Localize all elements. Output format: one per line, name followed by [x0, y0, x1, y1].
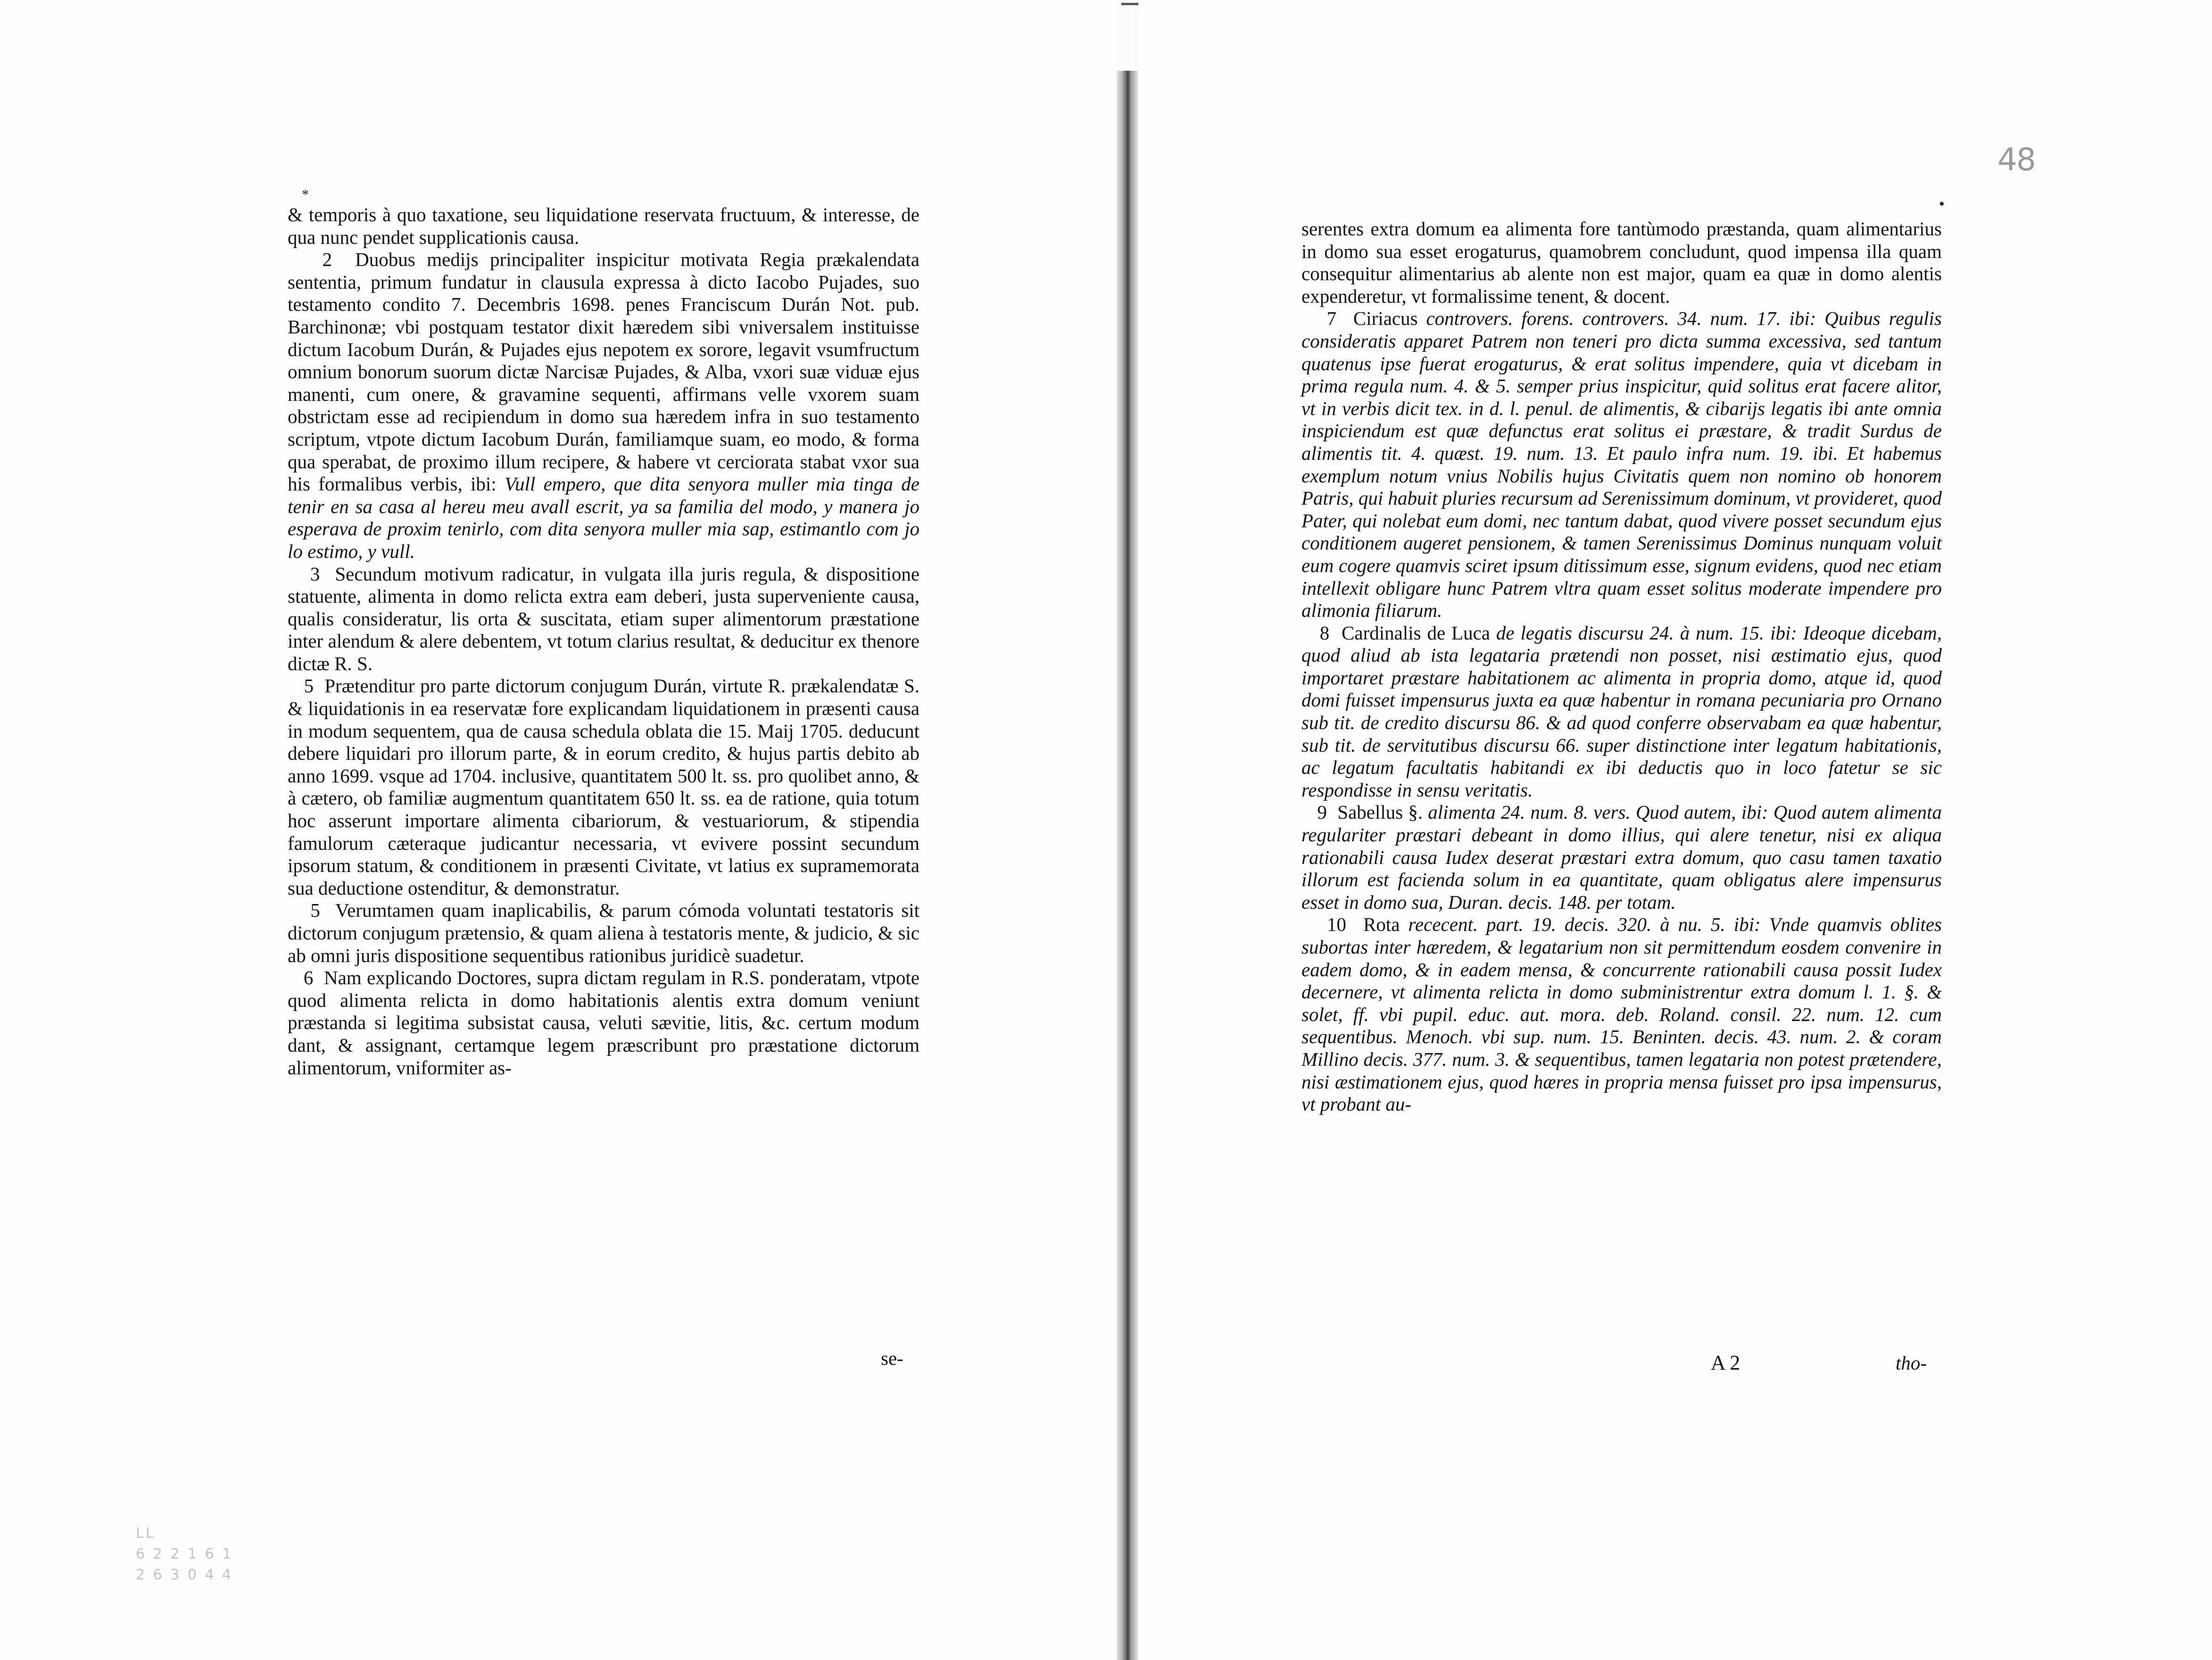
right-paragraph-2	[1301, 622, 1942, 802]
paragraph-text: & temporis à quo taxatione, seu liquidatione reservata fructuum, & interesse, de qua nunc pendet supplicationis causa.	[288, 204, 920, 248]
paragraph-text: Verumtamen quam inaplicabilis, & parum cómoda voluntati testatoris sit dictorum conjugum prætensio, & quam aliena à testatoris mente, & judicio, & sic ab omni juris dispositione sequentibus rationibus juridicè suadetur.	[288, 899, 920, 966]
signature-mark: A 2	[1711, 1351, 1740, 1374]
paragraph-number: 5	[304, 675, 314, 697]
paragraph-number: 3	[310, 563, 320, 585]
paragraph-number: 6	[303, 967, 314, 989]
pencil-line: 2 6 3 0 4 4	[136, 1567, 233, 1583]
paragraph-text: Duobus medijs principaliter inspicitur motivata Regia prækalendata sententia, primum fundatur in clausula expressa à dicto Iacobo Pujades, suo testamento condito 7. Decembris 1698. penes Franciscum Durán Not. pub. Barchinonæ; vbi postquam testator dixit hæredem sibi vniversalem instituisse dictum Iacobum Durán, & Pujades ejus nepotem ex sorore, legavit vsumfructum omnium bonorum suorum dictæ Narcisæ Pujades, & Alba, vxori suæ viduæ ejus manenti, cum onere, & gravamine sequenti, affirmans velle vxorem suam obstrictam esse ad recipiendum in domo sua hæredem infra in suo testamento scriptum, vtpote dictum Iacobum Durán, familiamque suam, eo modo, & forma qua sperabat, de proximo illum recipere, & habere vt cerciorata stabat vxor sua his formalibus verbis, ibi:	[288, 249, 920, 495]
left-paragraph-4	[288, 899, 920, 967]
citation-text: alimenta 24. num. 8. vers. Quod autem, ibi: Quod autem alimenta regulariter præstari debeant in domo illius, qui alere tenetur, nisi ex aliqua rationabili causa Iudex deserat præstari extra domum, quo casu tamen taxatio illorum est facienda solum in ea quantitate, quam obligatus alere impensurus esset in domo sua, Duran. decis. 148. per totam.	[1301, 801, 1942, 913]
left-page-text	[288, 204, 920, 1079]
paragraph-text: Nam explicando Doctores, supra dictam regulam in R.S. ponderatam, vtpote quod alimenta relicta in domo habitationis alentis extra domum veniunt præstanda si legitima subsistat causa, veluti sævitie, litis, &c. certum modum dant, & assignant, certamque legem præscribunt pro præstatione dictorum alimentorum, vniformiter as-	[288, 967, 920, 1079]
left-paragraph-1	[288, 249, 920, 563]
citation-text: de legatis discursu 24. à num. 15. ibi: Ideoque dicebam, quod aliud ab ista legataria prætendi non posset, nisi æstimatio ejus, quod importaret præstare habitationem ac alimenta in propria domo, atque id, quod domi fuisset impensurus juxta ea quæ habentur in romana pecuniaria pro Ornano sub tit. de credito discursu 86. & ad quod conferre observabam ea quæ habentur, sub tit. de servitutibus discursu 66. super distinctione inter legatum habitationis, ac legatum facultatis habitandi ex ibi deductis quo in loco fatetur se sic respondisse in sensu veritatis.	[1301, 622, 1942, 801]
paragraph-text: Cardinalis de Luca	[1342, 622, 1491, 644]
paragraph-number: 8	[1319, 622, 1330, 644]
quoted-testament-text: Vull empero, que dita senyora muller mia tinga de tenir en sa casa al hereu meu avall escrit, ya sa familia del modo, y manera jo esperava de proxim tenirlo, com dita senyora muller mia sap, estimantlo com jo lo estimo, y vull.	[288, 473, 920, 562]
book-gutter	[1117, 71, 1138, 1660]
paragraph-number: 10	[1327, 913, 1347, 936]
left-paragraph-3	[288, 675, 920, 899]
pencil-line: LL	[136, 1525, 156, 1542]
right-paragraph-0	[1301, 218, 1942, 307]
citation-text: rececent. part. 19. decis. 320. à nu. 5. ibi: Vnde quamvis oblites subortas inter hæredem, & legatarium non sit permittendum eosdem convenire in eadem domo, & in eadem mensa, & concurrente rationabili causa possit Iudex decernere, vt alimenta relicta in domo subministrentur extra domum l. 1. §. & solet, ff. vbi pupil. educ. aut. mora. deb. Roland. consil. 22. num. 12. cum sequentibus. Menoch. vbi sup. num. 15. Beninten. decis. 43. num. 2. & coram Millino decis. 377. num. 3. & sequentibus, tamen legataria non potest prætendere, nisi æstimationem ejus, quod hæres in propria mensa fuisset pro ipsa impensurus, vt probant au-	[1301, 913, 1942, 1115]
pencil-shelfmark	[136, 1523, 233, 1585]
paragraph-text: Ciriacus	[1353, 307, 1418, 330]
left-catchword: se-	[881, 1347, 903, 1369]
right-paragraph-3	[1301, 801, 1942, 913]
paragraph-text: Sabellus §.	[1337, 801, 1423, 823]
top-edge-mark	[1121, 3, 1139, 5]
paragraph-text: Secundum motivum radicatur, in vulgata illa juris regula, & dispositione statuente, alimenta in domo relicta extra eam deberi, justa superveniente causa, qualis consideratur, lis orta & suscitata, etiam super alimentorum præstatione inter alendum & alere debentem, vt totum clarius resultat, & deducitur ex thenore dictæ R. S.	[288, 563, 920, 674]
left-paragraph-0	[288, 204, 920, 249]
citation-text: controvers. forens. controvers. 34. num. 17. ibi: Quibus regulis consideratis apparet Patrem non teneri pro dicta summa excessiva, sed tantum quatenus ipse fuerat erogaturus, & erat solitus impendere, quia vt dicebam in prima regula num. 4. & 5. semper prius inspicitur, quid solitus erat facere alitor, vt in verbis dicit tex. in d. l. penul. de alimentis, & cibarijs legatis ibi ante omnia inspiciendum est quæ defunctus erat solitus ei præstare, & tradit Surdus de alimentis tit. 4. quæst. 19. num. 13. Et paulo infra num. 19. ibi. Et habemus exemplum notum vnius Nobilis hujus Civitatis quem non nomino ob honorem Patris, qui habuit pluries recursum ad Serenissimum dominum, vt provideret, quod Pater, qui nolebat eum domi, nec tantum dabat, quod vivere posset secundum ejus conditionem augeret pensionem, & tamen Serenissimus Dominus nunquam voluit eum cogere quamvis sciret ipsum ditissimum esse, signum evidens, quod nec etiam intellexit obligare hunc Patrem vltra quam esset solitus moderate impendere pro alimonia filiarum.	[1301, 307, 1942, 622]
paragraph-text: Rota	[1363, 913, 1400, 936]
paragraph-number: 7	[1326, 307, 1337, 330]
left-paragraph-2	[288, 563, 920, 675]
paragraph-text: serentes extra domum ea alimenta fore tantùmodo præstanda, quam alimentarius in domo sua esset erogaturus, quamobrem concludunt, quod impensa illa quam consequitur alimentarius ab alente non est major, quam ea quæ in domo alentis expenderetur, vt formalissime tenent, & docent.	[1301, 218, 1942, 307]
left-page-mark: *	[302, 187, 309, 202]
folio-number: 48	[1997, 141, 2035, 178]
paragraph-text: Prætenditur pro parte dictorum conjugum Durán, virtute R. prækalendatæ S. & liquidationis in ea reservatæ fore explicandam liquidationem in præsenti causa in modum sequentem, qua de causa schedula oblata die 15. Maij 1705. deducunt debere liquidari pro illorum parte, & in eorum credito, & hujus partis debito ab anno 1699. vsque ad 1704. inclusive, quantitatem 500 lt. ss. pro quolibet anno, & à cætero, ob familiæ augmentum quantitatem 650 lt. ss. ea de ratione, quia totum hoc asserunt importare alimenta cibariorum, & vestuariorum, & stipendia famulorum cæteraque judicantur necessaria, vt evivere possint secundum ipsorum statum, & conditionem in præsenti Civitate, vt latius ex supramemorata sua deductione ostenditur, & demonstratur.	[288, 675, 920, 899]
right-catchword: tho-	[1896, 1352, 1927, 1374]
right-paragraph-4	[1301, 913, 1942, 1115]
paragraph-number: 5	[310, 899, 320, 921]
right-page-mark: •	[1939, 195, 1945, 213]
paragraph-number: 2	[322, 249, 332, 271]
pencil-line: 6 2 2 1 6 1	[136, 1546, 233, 1562]
right-paragraph-1	[1301, 307, 1942, 622]
left-paragraph-5	[288, 967, 920, 1079]
right-page-text	[1301, 218, 1942, 1116]
paragraph-number: 9	[1317, 801, 1327, 823]
